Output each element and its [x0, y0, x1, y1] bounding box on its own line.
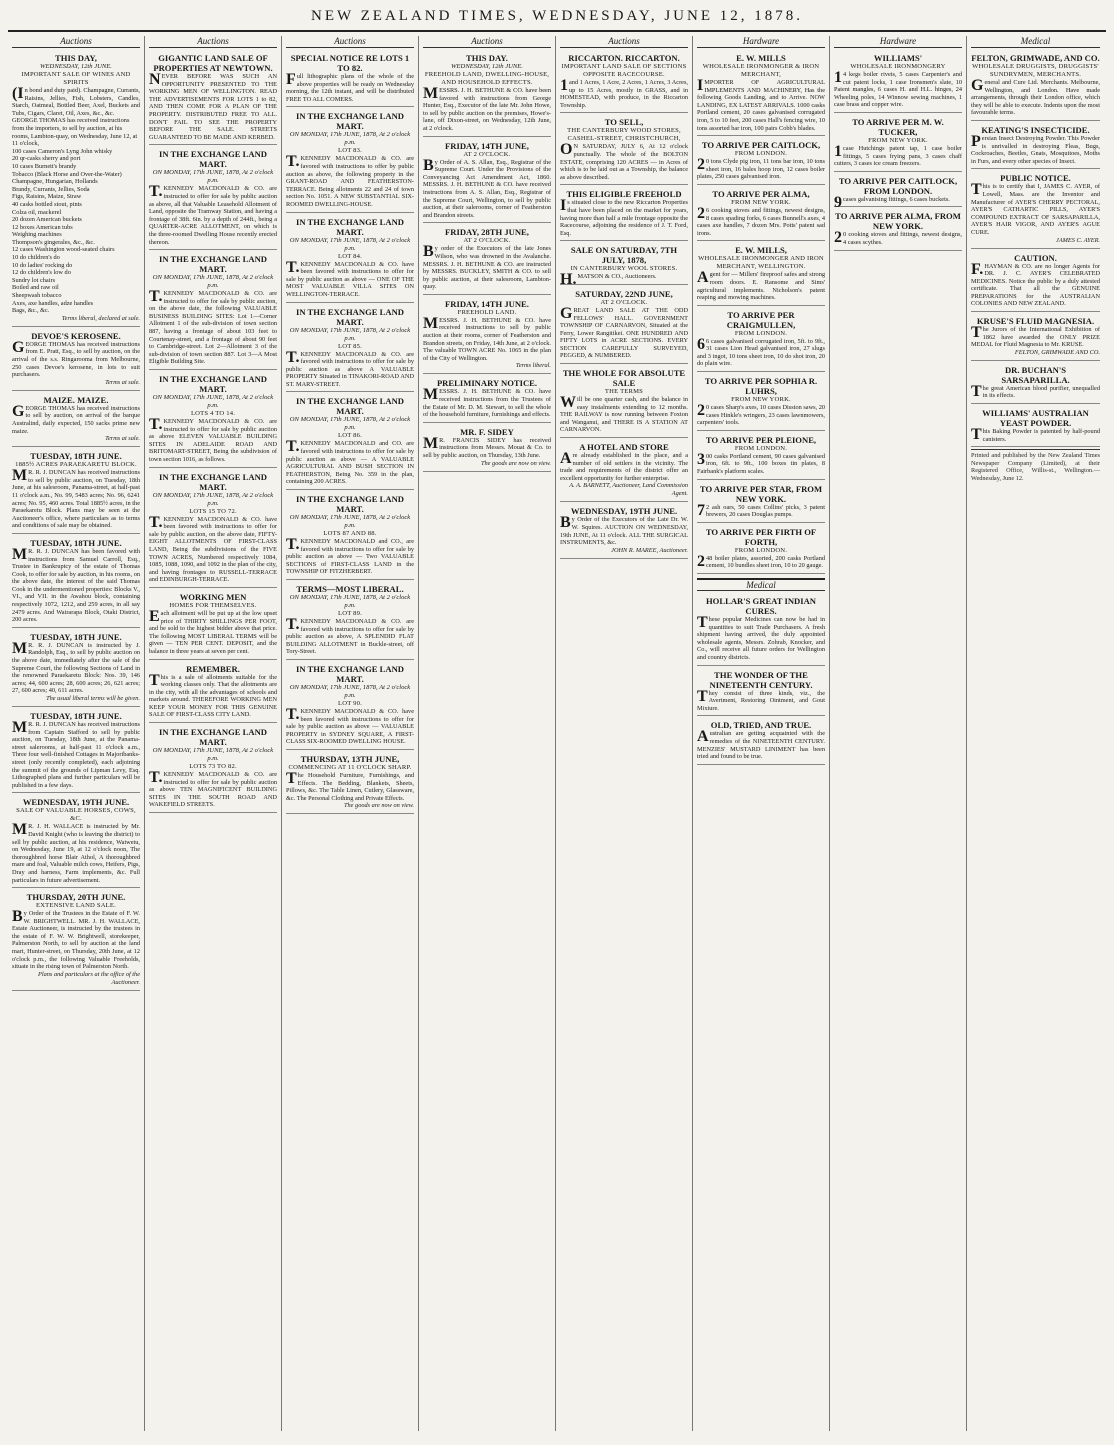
- ad-body: Full lithographic plans of the whole of the above properties will be ready on Wednesday morning, the 12th instant, and will be distributed FREE TO ALL COMERS.: [286, 71, 414, 103]
- ad-subtitle: LOTS 15 TO 72.: [189, 507, 237, 515]
- ad-signature: FELTON, GRIMWADE AND CO.: [1014, 348, 1100, 356]
- ad-title: WORKING MEN: [179, 591, 247, 602]
- ad-list-item: 10 do ladies' rocking do: [12, 261, 73, 269]
- ad-list-item: Axes, axe handles, adze handles: [12, 299, 94, 307]
- advertisement: [286, 662, 414, 750]
- ad-body: IMPORTER OF AGRICULTURAL IMPLEMENTS AND MACHINERY, Has the following Goods Landing, and to Arrive. NOW LANDING, EX LATEST ARRIVALS. 1000 casks Portland cement, 20 cases galvanised corrugated iron, 5 to 10 feet, 200 cases Hall's fencing wire, 10 tons assorted bar iron, 100 pairs Cobb's blades.: [697, 77, 825, 132]
- ad-subtitle: FROM NEW YORK.: [731, 198, 791, 206]
- ad-body: 20 tons Clyde pig iron, 11 tons bar iron, 10 tons sheet iron, 16 bales hoop iron, 12 cases boiler plates, 250 cases galvanised iron.: [697, 156, 825, 181]
- column-header: Auctions: [12, 36, 140, 48]
- advertisement: [286, 582, 414, 660]
- ad-body: The Jurors of the International Exhibition of 1862 have awarded the ONLY PRIZE MEDAL for Fluid Magnesia to Mr. KRUSE.: [971, 324, 1100, 349]
- ad-title: WILLIAMS': [873, 53, 923, 63]
- ad-subtitle: COMMENCING AT 11 O'CLOCK SHARP.: [288, 763, 412, 771]
- ad-body: T.KENNEDY MACDONALD and CO. are favored with instructions to offer for sale by public auction as above — A VALUABLE AGRICULTURAL AND BUSH SECTION IN FEATHERSTON, Being No. 359 in the plan, containing 200 ACRES.: [286, 438, 414, 486]
- ad-body: MR. J. H. WALLACE is instructed by Mr. David Knight (who is leaving the district) to sell by public auction, at his residence, Waiwetu, on Wednesday, June 19, at 12 o'clock noon, The thoroughbred horse Blair Athol, A thoroughbred mare and foal, Valuable milch cows, Heifers, Pigs, Dray and harness, Farm implements, &c. Full particulars in future advertisement.: [12, 821, 140, 884]
- ad-date: ON MONDAY, 17th JUNE, 1878, At 2 o'clock p.m.: [289, 683, 411, 699]
- ad-body: This is a sale of allotments suitable for the working classes only. That the allotments are in the city, with all the advantages of schools and markets around. THEREFORE WORKING MEN KEEP YOUR MONEY FOR THIS GENUINE SALE OF FIRST-CLASS CITY LAND.: [149, 671, 277, 719]
- advertisement: [971, 363, 1100, 404]
- ad-subtitle: WHOLESALE IRONMONGERY: [850, 63, 946, 70]
- ad-title: THE WHOLE FOR ABSOLUTE SALE: [562, 368, 686, 389]
- ad-list-item: Boiled and raw oil: [12, 284, 59, 292]
- ad-title: IN THE EXCHANGE LAND MART.: [296, 111, 404, 132]
- ad-title: HOLLAR'S GREAT INDIAN CURES.: [706, 596, 816, 616]
- ad-title: TO ARRIVE PER PLEIONE,: [705, 434, 817, 445]
- ad-title: IN THE EXCHANGE LAND MART.: [159, 374, 267, 395]
- ad-date: ON MONDAY, 17th JUNE, 1878, At 2 o'clock p.m.: [152, 491, 274, 507]
- ad-title: THE WONDER OF THE NINETEENTH CENTURY.: [709, 669, 813, 690]
- ad-body: T.KENNEDY MACDONALD & CO. are instructed to offer for sale by public auction as above ELEVEN VALUABLE BUILDING SITES IN ADELAIDE ROAD AND BRITOMART-STREET, Being the subdivision of town section 1016, as follows.: [149, 416, 277, 463]
- ad-subtitle: IN CANTERBURY WOOL STORES.: [570, 265, 678, 273]
- advertisement: [560, 243, 688, 289]
- ad-list-item: Sheepwash tobacco: [12, 292, 62, 300]
- ad-title: DR. BUCHAN'S SARSAPARILLA.: [1001, 364, 1070, 385]
- advertisement: [286, 215, 414, 303]
- ad-title: RICCARTON. RICCARTON.: [568, 53, 680, 63]
- ad-subtitle: 1885½ ACRES PARAEKARETU BLOCK.: [15, 461, 137, 469]
- ad-title: CAUTION.: [1014, 252, 1057, 263]
- ad-signature: Plans and particulars at the office of the Auctioneer.: [38, 970, 140, 986]
- ad-body: GEORGE THOMAS has received instructions from E. Pratt, Esq., to sell by auction, on the arrival of the s.s. Ringarooma from Melbourne, 250 cases Devoe's kerosene, in lots to suit purchasers.: [12, 338, 140, 379]
- ad-list-item: 10 do children's do: [12, 254, 60, 262]
- ad-subtitle: IMPORTANT SALE OF WINES AND SPIRITS: [21, 71, 131, 86]
- column-header: Medical: [971, 36, 1100, 48]
- ad-body: 1and 1 Acres, 1 Acre, 2 Acres, 1 Acres, 3 Acres, up to 15 Acres, mostly in GRASS, and in HOMESTEAD, with produce, in the Riccarton Township.: [560, 77, 688, 109]
- ad-body: By Order of the Trustees in the Estate of F. W. W. BRIGHTWELL. MR. J. H. WALLACE, Estate Auctioneer, is instructed by the trustees in the estate of F. W. W. Brightwell, storekeeper, Palmerston North, to sell by auction at the land mart, Hunter-street, on Thursday, 20th June, at 12 o'clock p.m., the following Valuable Freeholds, situate in the rising town of Palmerston North.: [12, 908, 140, 971]
- ad-title: IN THE EXCHANGE LAND MART.: [296, 663, 404, 684]
- ad-title: OLD, TRIED, AND TRUE.: [710, 720, 812, 731]
- ad-title: TO ARRIVE PER CRAIGMULLEN,: [726, 309, 796, 330]
- ad-subtitle: FROM NEW YORK.: [731, 396, 791, 404]
- ad-title: THIS DAY,: [55, 53, 97, 63]
- ad-subtitle: WHOLESALE IRONMONGER & IRON MERCHANT,: [702, 63, 820, 78]
- ad-body: Will be one quarter cash, and the balance in easy instalments extending to 12 months. THE RAILWAY is now running between Foxton and Wanganui, and THERE IS A STATION AT CARNARVON.: [560, 394, 688, 434]
- advertisement: [149, 725, 277, 813]
- advertisement: [149, 252, 277, 370]
- advertisement: [149, 662, 277, 724]
- ad-body: MESSRS. J. H. BETHUNE & CO. have received instructions to sell by public auction at their rooms, corner of Featherston and Brandon streets, on Friday, 14th June, at 2 o'clock. The valuable TOWN ACRE No. 1065 in the plan of the City of Wellington.: [423, 314, 551, 362]
- ad-signature: Terms at sale.: [105, 378, 140, 386]
- ad-body: ON SATURDAY, JULY 6, At 12 o'clock punctually. The whole of the BOLTON ESTATE, comprising 120 ACRES — in Acres of which is to be laid out as a Township, the balance as above described.: [560, 141, 688, 181]
- ad-date: ON MONDAY, 17th JUNE, 1878, At 2 o'clock p.m.: [152, 747, 274, 763]
- ad-body: T.KENNEDY MACDONALD & CO. are instructed to offer for sale by public auction as above TEN MAGNIFICENT BUILDING SITES IN THE SOUTH ROAD AND WAKEFIELD STREETS.: [149, 769, 277, 809]
- ad-subtitle: THE TERMS: [604, 388, 644, 396]
- ad-title: THIS ELIGIBLE FREEHOLD: [566, 189, 682, 200]
- ad-title: THIS DAY.: [466, 53, 508, 63]
- ad-title: TUESDAY, 18TH JUNE.: [30, 451, 122, 462]
- ad-title: WILLIAMS' AUSTRALIAN YEAST POWDER.: [982, 408, 1089, 429]
- column-header: Auctions: [423, 36, 551, 48]
- ad-title: WEDNESDAY, 19TH JUNE.: [570, 506, 678, 517]
- ad-list-item: Bags, &c., &c.: [12, 307, 50, 315]
- columns-container: [8, 36, 1106, 1431]
- ad-subtitle: HOMES FOR THEMSELVES.: [169, 601, 257, 609]
- ad-title: FELTON, GRIMWADE, AND CO.: [971, 53, 1100, 63]
- advertisement: [149, 147, 277, 250]
- ad-title: WEDNESDAY, 19TH JUNE.: [22, 797, 130, 808]
- advertisement: [697, 594, 825, 666]
- advertisement: [560, 504, 688, 558]
- ad-subtitle: LOTS 73 TO 82.: [189, 763, 237, 771]
- column-2: [145, 36, 282, 1431]
- ad-title: E. W. MILLS,: [735, 245, 787, 256]
- ad-body: Australian are getting acquainted with the remedies of the NINETEENTH CENTURY. MENZIES' MUSTARD LINIMENT has been tried and found to be true.: [697, 728, 825, 761]
- ad-body: General and Cure Ltd. Merchants. Melbourne, Wellington, and London. Have made arrangements, through their London office, which they will be able to execute. Indents upon the most favourable terms.: [971, 77, 1100, 117]
- ad-body: These popular Medicines can now be had in quantities to suit Trade Purchasers. A fresh shipment having arrived, the duly appointed wholesale agents, Messrs. Zohrab, Knocker, and Co., will receive all future orders for Wellington and country districts.: [697, 614, 825, 661]
- ad-list-item: Weighing machines: [12, 231, 62, 239]
- ad-body: MR. R. J. DUNCAN has received instructions from Captain Stafford to sell by public auction, on Tuesday, 18th June, at the Panama-street salerooms, at half-past 11 o'clock a.m., Three four well-finished Cottages in Majoribanks-street (only recently completed), each adjoining the summit of the grounds of Lipman Levy, Esq. Lithographed plans and further particulars will be published in a few days.: [12, 719, 140, 789]
- advertisement: [12, 449, 140, 534]
- imprint-footer: Printed and published by the New Zealand Times Newspaper Company (Limited), at their Registered Office, Willis-st., Wellington.—Wednesday, June 12.: [971, 449, 1100, 482]
- ad-list-item: Brandy, Currants, Jellies, Soda: [12, 185, 90, 193]
- column-7: [830, 36, 967, 1431]
- ad-title: PRELIMINARY NOTICE.: [436, 378, 538, 389]
- ad-title: DEVOE'S KEROSENE.: [31, 330, 121, 341]
- ad-list-item: 100 cases Cameron's Lyng John whisky: [12, 147, 113, 155]
- ad-body: F.HAYMAN & CO. are no longer Agents for DR. J. C. AYER'S CELEBRATED MEDICINES. Notice the public by a duly attested certificate. That all the GENUINE PREPARATIONS for the AUSTRALIAN COLONIES AND NEW ZEALAND.: [971, 260, 1100, 308]
- ad-body: T.KENNEDY MACDONALD & CO. are favored with instructions to offer for sale by public auction as above, A SPLENDID FLAT BUILDING ALLOTMENT in Buckle-street, off Tory-Street.: [286, 616, 414, 656]
- ad-body: 72 ash oars, 50 cases Collins' picks, 3 patent brewers, 20 cases Douglas pumps.: [697, 501, 825, 519]
- advertisement: [286, 305, 414, 393]
- ad-title: TO ARRIVE PER FIRTH OF FORTH,: [705, 526, 817, 547]
- ad-list-item: Thompson's gingerales, &c., &c.: [12, 238, 95, 246]
- ad-list-item: Tobacco (Black Horse and Over-the-Water): [12, 170, 122, 178]
- ad-title: SATURDAY, 22ND JUNE,: [575, 288, 673, 299]
- advertisement: [697, 51, 825, 136]
- ad-body: NEVER BEFORE WAS SUCH AN OPPORTUNITY PRESENTED TO THE WORKING MEN OF WELLINGTON. READ THE ADVERTISEMENTS FOR LOTS 1 to 82, AND THEN COME FOR A PLAN OF THE PROPERTY. DISTRIBUTED FREE TO ALL. DON'T FAIL TO SEE THE PROPERTY BEFORE THE SALE. STREETS GUARANTEED TO BE MADE AND KERBED.: [149, 71, 277, 141]
- advertisement: [560, 187, 688, 241]
- ad-list-item: Sundry lot chairs: [12, 276, 56, 284]
- ad-signature: JAMES C. AYER.: [1056, 236, 1100, 244]
- ad-list-item: Champagne, Hungarian, Hollands: [12, 178, 98, 186]
- ad-subtitle: LOT 89.: [338, 610, 362, 617]
- ad-body: 1case Hutchings patent tap, 1 case boiler fittings, 5 cases frying pans, 3 cases chaff cutters, 3 cases ice cream freezers.: [834, 142, 962, 168]
- advertisement: [560, 51, 688, 113]
- advertisement: [697, 525, 825, 574]
- advertisement: [697, 243, 825, 305]
- column-1: [8, 36, 145, 1431]
- ad-subtitle: IMPORTANT LAND SALE OF SECTIONS OPPOSITE RACECOURSE.: [561, 63, 687, 78]
- advertisement: [12, 630, 140, 707]
- advertisement: [12, 393, 140, 447]
- ad-title: GIGANTIC LAND SALE OF PROPERTIES AT NEWTOWN.: [153, 53, 273, 73]
- advertisement: [560, 440, 688, 502]
- ad-title: E. W. MILLS: [736, 53, 786, 63]
- ad-title: IN THE EXCHANGE LAND MART.: [159, 471, 267, 492]
- ad-body: By Order of A. S. Allan, Esq., Registrar of the Supreme Court. Under the Provisions of the Conveyancing Act Amendment Act, 1860. MESSRS. J. H. BETHUNE & CO. have received instructions from A. S. Allan, Esq., Registrar of the Supreme Court, Wellington, to sell by public auction, at their salerooms, corner of Featherston and Brandon streets.: [423, 156, 551, 219]
- ad-item-list: [12, 117, 140, 314]
- ad-signature: A. A. BARNETT, Auctioneer, Land Commission Agent.: [569, 482, 688, 498]
- ad-list-item: 12 boxes American tubs: [12, 223, 73, 231]
- ad-body: 26 cooking stoves and fittings, newest designs, 8 cases spading forks, 6 cases Bunnell's axes, 4 cases axe handles, 7 dozen Mrs. Potts' patent sad irons.: [697, 204, 826, 237]
- ad-title: TO SELL,: [604, 117, 644, 128]
- ad-title: TO ARRIVE PER CAITLOCK, FROM LONDON.: [838, 175, 958, 196]
- ad-date: ON MONDAY, 17th JUNE, 1878, At 2 o'clock p.m.: [152, 394, 274, 410]
- advertisement: [560, 115, 688, 185]
- ad-date: ON MONDAY, 17th JUNE, 1878, At 2 o'clock p.m.: [289, 416, 411, 432]
- ad-list-item: Figs, Raisins, Maize, Straw: [12, 193, 82, 201]
- ad-title: REMEMBER.: [186, 663, 240, 674]
- section-header-medical: Medical: [697, 578, 825, 591]
- ad-signature: Terms at sale.: [105, 435, 140, 443]
- ad-body: T.KENNEDY MACDONALD & CO. are instructed to offer for sale by public auction, on the above date, the following VALUABLE BUSINESS BUILDING SITES: Lot 1—Corner Allotment 1 of the sub-division of town section 887, having a frontage of about 103 feet to Courtenay-street, and a frontage of about 90 feet to Cambridge-street. Lot 2—Allotment 3 of the sub-division of town section 887. Lot 3—A Most Eligible Building Site.: [149, 288, 277, 366]
- advertisement: [834, 209, 962, 250]
- advertisement: [149, 470, 277, 588]
- ad-subtitle: WHOLESALE IRONMONGER AND IRON MERCHANT, WELLINGTON.: [698, 255, 824, 271]
- ad-title: TO ARRIVE PER ALMA, FROM NEW YORK.: [835, 211, 961, 232]
- ad-list-item: 20 qr-casks sherry and port: [12, 155, 81, 163]
- ad-body: Each allotment will be put up at the low upset price of THIRTY SHILLINGS PER FOOT, and be sold to the highest bidder above that price. The following MOST LIBERAL TERMS will be given — TEN PER CENT. DEPOSIT, and the balance in three years at seven per cent.: [149, 607, 277, 655]
- ad-title: IN THE EXCHANGE LAND MART.: [296, 396, 404, 417]
- ad-date: ON MONDAY, 17th JUNE, 1878, At 2 o'clock p.m.: [289, 514, 411, 530]
- ad-body: This is to certify that I, JAMES C. AYER, of Lowell, Mass. are the Inventor and Manufacturer of AYER'S CHERRY PECTORAL, AYER'S CATHARTIC PILLS, AYER'S COMPOUND EXTRACT OF SARSAPARILLA, AYER'S HAIR VIGOR, AND AYER'S AGUE CURE.: [971, 181, 1100, 236]
- ad-body: MR. R. J. DUNCAN has been favored with instructions from Samuel Carroll, Esq., Trustee in Bankruptcy of the estate of Thomas Cook, to offer for sale by auction, in his rooms, on the above date, the interest of the said Thomas Cook in the undermentioned properties: Blocks V., VI., and VII. in the Awahou block, containing respectively 1072, 1212, and 259 acres, in all say 2479 acres. And Wairarapa Block, Otaki District, 200 acres.: [12, 545, 140, 624]
- ad-title: SPECIAL NOTICE RE LOTS 1 TO 82.: [290, 53, 410, 73]
- ad-body: T.KENNEDY MACDONALD and CO., are favored with instructions to offer for sale by public auction as above — Two VALUABLE SECTIONS of FIRST-CLASS LAND in the TOWNSHIP OF FITZHERBERT.: [286, 536, 414, 576]
- ad-subtitle: FROM LONDON.: [734, 150, 788, 158]
- ad-subtitle: EXTENSIVE LAND SALE.: [35, 902, 116, 910]
- ad-subtitle: SALE OF VALUABLE HORSES, COWS, &C.: [16, 807, 136, 823]
- advertisement: [423, 139, 551, 224]
- ad-body: 20 cases Sharp's axes, 10 cases Disston saws, 20 cases Hinkle's wringers, 23 cases lawnmowers, carpenters' tools.: [697, 402, 826, 427]
- ad-title: THURSDAY, 20TH JUNE.: [26, 892, 126, 903]
- advertisement: [423, 225, 551, 295]
- ad-body: H.MATSON & CO., Auctioneers.: [560, 271, 657, 289]
- ad-date: WEDNESDAY, 12th JUNE.: [451, 63, 523, 70]
- ad-title: MAIZE. MAIZE.: [43, 394, 109, 405]
- advertisement: [286, 492, 414, 580]
- ad-body: Is situated close to the new Riccarton Properties that have been placed on the market for years, having more than half a mile frontage opposite the Racecourse, adjoining the residence of J. T. Ford, Esq.: [560, 197, 688, 237]
- advertisement: [149, 372, 277, 468]
- ad-subtitle: AT 2 O'CLOCK.: [600, 298, 648, 306]
- ad-subtitle: LOT 90.: [338, 699, 362, 707]
- advertisement: [12, 890, 140, 991]
- ad-subtitle: FROM LONDON.: [734, 329, 788, 337]
- ad-date: ON MONDAY, 17th JUNE, 1878, At 2 o'clock p.m.: [152, 274, 274, 290]
- ad-title: IN THE EXCHANGE LAND MART.: [159, 727, 267, 748]
- ad-subtitle: LOT 83.: [338, 147, 362, 155]
- ad-list-item: 12 do children's low do: [12, 269, 71, 277]
- ad-signature: Terms liberal.: [515, 362, 551, 370]
- column-3: [282, 36, 419, 1431]
- ad-list-item: 12 cases Washington wood-seated chairs: [12, 246, 115, 254]
- ad-body: MR. FRANCIS SIDEY has received instructions from Messrs. Mouat & Co. to sell by public auction, on Thursday, 13th June.: [423, 434, 551, 459]
- ad-title: TO ARRIVE PER STAR, FROM NEW YORK.: [699, 483, 823, 504]
- advertisement: [697, 138, 825, 185]
- advertisement: [697, 718, 825, 764]
- ad-subtitle: THE CANTERBURY WOOD STORES, CASHEL-STREET, CHRISTCHURCH,: [567, 127, 681, 143]
- ad-body: 248 boiler plates, assorted, 200 casks Portland cement, 10 bundles sheet iron, 10 to 20 gauge.: [697, 552, 825, 570]
- ad-title: TUESDAY, 18TH JUNE.: [30, 537, 122, 548]
- ad-list-item: 20 dozen American buckets: [12, 216, 82, 224]
- advertisement: [971, 314, 1100, 361]
- column-header: Auctions: [149, 36, 277, 48]
- ad-subtitle: LOT 85.: [338, 342, 362, 350]
- advertisement: [423, 425, 551, 472]
- advertisement: [286, 752, 414, 814]
- ad-signature: The usual liberal terms will be given.: [46, 695, 140, 702]
- ad-title: IN THE EXCHANGE LAND MART.: [159, 254, 267, 275]
- ad-title: TUESDAY, 18TH JUNE.: [30, 631, 122, 642]
- ad-title: A HOTEL AND STORE: [579, 442, 669, 453]
- masthead: NEW ZEALAND TIMES, WEDNESDAY, JUNE 12, 1878.: [8, 6, 1106, 32]
- advertisement: [423, 376, 551, 422]
- ad-body: This Baking Powder is patented by half-pound canisters.: [971, 426, 1100, 444]
- advertisement: [971, 251, 1100, 313]
- advertisement: [834, 174, 962, 211]
- ad-title: TO ARRIVE PER CAITLOCK,: [701, 140, 821, 151]
- advertisement: [12, 329, 140, 391]
- ad-subtitle: LOTS 4 TO 14.: [190, 410, 236, 418]
- ad-signature: Terms liberal, declared at sale.: [61, 314, 140, 322]
- ad-signature: The goods are now on view.: [344, 802, 414, 810]
- ad-body: GEORGE THOMAS has received instructions to sell by auction, on arrival of the barque Australind, daily expected, 150 sacks prime new maize.: [12, 402, 140, 435]
- column-6: [693, 36, 830, 1431]
- advertisement: [560, 366, 688, 438]
- advertisement: [286, 109, 414, 212]
- ad-title: THURSDAY, 13TH JUNE,: [300, 753, 400, 764]
- advertisement: [971, 171, 1100, 248]
- advertisement: [286, 394, 414, 490]
- column-header: Auctions: [560, 36, 688, 48]
- ad-body: They consist of three kinds, viz., the Avertment, Restoring Ointment, and Gout Mixture.: [697, 687, 825, 712]
- ad-title: FRIDAY, 14TH JUNE,: [445, 140, 529, 151]
- column-4: [419, 36, 556, 1431]
- ad-list-item: Colza oil, mackerel: [12, 208, 62, 216]
- ad-list-item: 40 casks bottled stout, pints: [12, 200, 82, 208]
- ad-signature: JOHN R. MAREE, Auctioneer.: [611, 546, 688, 554]
- ad-body: T.KENNEDY MACDONALD & CO. have been favored with instructions to offer for sale by public auction, on the above date, FIFTY-EIGHT ALLOTMENTS OF FIRST-CLASS LAND, Being the subdivisions of the FIVE TOWN ACRES, Numbered respectively 1084, 1085, 1088, 1090, and 1092 in the plan of the city, and having frontages to RUSSELL-TERRACE and EDINBURGH-TERRACE.: [149, 513, 277, 584]
- advertisement: [971, 406, 1100, 447]
- advertisement: [697, 482, 825, 523]
- ad-list-item: 10 cases Burnett's brandy: [12, 162, 77, 170]
- advertisement: [971, 51, 1100, 121]
- ad-title: IN THE EXCHANGE LAND MART.: [296, 306, 404, 327]
- ad-subtitle: LOT 84.: [338, 252, 362, 260]
- ad-subtitle: FROM LONDON.: [734, 546, 788, 554]
- ad-title: TO ARRIVE PER M. W. TUCKER,: [852, 116, 944, 137]
- ad-title: PUBLIC NOTICE.: [1000, 173, 1071, 184]
- ad-body: T.KENNEDY MACDONALD & CO. have been favored with instructions to offer for sale by public auction as above — VALUABLE PROPERTY in SYDNEY SQUARE, A FIRST-CLASS SIX-ROOMED DWELLING HOUSE.: [286, 705, 414, 746]
- ad-subtitle: FROM NEW YORK.: [868, 136, 928, 144]
- ad-title: FRIDAY, 14TH JUNE.: [445, 298, 529, 309]
- advertisement: [971, 123, 1100, 169]
- ad-body: By Order of the Executors of the Late Dr. W. W. Squires. AUCTION ON WEDNESDAY, 19th JUNE, At 11 o'clock. ALL THE SURGICAL INSTRUMENTS, &c.: [560, 514, 688, 547]
- ad-title: MR. F. SIDEY: [460, 426, 514, 437]
- advertisement: [697, 668, 825, 717]
- ad-body: 20 cooking stoves and fittings, newest designs, 4 cases scythes.: [834, 229, 962, 247]
- ad-body: Are already established in the place, and a number of old settlers in the vicinity. The trade and requirements of the district offer an excellent opportunity for further enterprise.: [560, 450, 688, 482]
- ad-body: The Household Furniture, Furnishings, and Effects. The Bedding, Blankets, Sheets, Pillows, &c. The Table Linen, Cutlery, Glassware, &c. The Personal Clothing and Private Effects.: [286, 769, 414, 802]
- ad-body: T.KENNEDY MACDONALD & CO. are favored with instructions to offer by public auction as above, the following property in the GRANT-ROAD AND FEATHERSTON-TERRACE. Being allotments 22 and 24 of town section No. 1051. A NEW SUBSTANTIAL SIX-ROOMED DWELLING-HOUSE.: [286, 153, 414, 208]
- ad-title: SALE ON SATURDAY, 7TH JULY, 1878,: [570, 245, 678, 266]
- ad-body: MESSRS. J. H. BETHUNE & CO. have been favored with instructions from George Hunter, Esq., Executor of the late Mr. John Howe, to sell by public auction on the premises, Howe's-lane, off Dixon-street, on Wednesday, 12th June, at 2 o'clock.: [423, 85, 551, 132]
- ad-subtitle: LOTS 87 AND 88.: [323, 530, 377, 538]
- column-header: Hardware: [697, 36, 825, 48]
- ad-body: 14 kegs boiler rivets, 5 cases Carpenter's and cut patent locks, 1 case Ironsmen's slate, 10 Patent mangles, 6 cases H. and H.L. hinges, 24 Wheeling poles, 14 Winnow sewing machines, 1 case brass and copper wire.: [834, 69, 962, 109]
- advertisement: [286, 51, 414, 107]
- ad-body: MR. R. J. DUNCAN is instructed by J. Randolph, Esq., to sell by public auction on the above date, immediately after the sale of the Supreme Court, the following Sections of Land in the renowned Paraekaretu Block: Nos. 39, 146 acres; 44, 600 acres; 28, 600 acres; 26, 621 acres; 27, 600 acres; 40, 611 acres.: [12, 639, 140, 695]
- ad-date: WEDNESDAY, 12th JUNE.: [40, 63, 112, 70]
- ad-subtitle: FREEHOLD LAND, DWELLING-HOUSE, AND HOUSEHOLD EFFECTS.: [424, 71, 550, 86]
- advertisement: [834, 115, 962, 172]
- ad-body: 9cases galvanising fittings, 6 cases buckets.: [834, 193, 950, 211]
- column-8: [967, 36, 1104, 1431]
- ad-title: TUESDAY, 18TH JUNE.: [30, 711, 122, 721]
- ad-subtitle: AT 2 O'CLOCK.: [463, 150, 511, 158]
- column-header: Hardware: [834, 36, 962, 48]
- ad-title: TO ARRIVE PER SOPHIA R. LUHRS,: [704, 376, 818, 397]
- ad-body: Persian Insect Destroying Powder. This Powder is unrivalled in destroying Fleas, Bugs, Cockroaches, Beetles, Gnats, Mosquitoes, Moths in Furs, and every other species of Insect.: [971, 132, 1100, 165]
- ad-date: ON MONDAY, 17th JUNE, 1878, At 2 o'clock p.m.: [289, 594, 411, 609]
- ad-body: GREAT LAND SALE AT THE ODD FELLOWS' HALL. GOVERNMENT TOWNSHIP OF CARNARVON, Situated at the Ferry, Lower Rangitikei. ONE HUNDRED AND FIFTY LOTS in ACRE SECTIONS. EVERY SECTION CAREFULLY SURVEYED, PEGGED, & NUMBERED.: [560, 304, 688, 360]
- ad-date: ON MONDAY, 17th JUNE, 1878, At 2 o'clock p.m.: [152, 169, 274, 185]
- advertisement: [697, 308, 825, 372]
- advertisement: [149, 51, 277, 145]
- advertisement: [423, 297, 551, 375]
- ad-body: Agent for — Millers' fireproof safes and strong room doors. E. Ransome and Sims' agricultural implements. Nicholson's patent reaping and mowing machines.: [697, 269, 825, 302]
- ad-date: ON MONDAY, 17th JUNE, 1878, At 2 o'clock p.m.: [289, 236, 411, 252]
- advertisement: [12, 795, 140, 888]
- advertisement: [697, 187, 825, 241]
- advertisement: [423, 51, 551, 137]
- ad-subtitle: WHOLESALE DRUGGISTS, DRUGGISTS' SUNDRYMEN, MERCHANTS.: [972, 63, 1099, 78]
- advertisement: [149, 590, 277, 660]
- ad-title: IN THE EXCHANGE LAND MART.: [159, 149, 267, 170]
- advertisement: [12, 536, 140, 628]
- advertisement: [697, 433, 825, 480]
- ad-title: IN THE EXCHANGE LAND MART.: [296, 494, 404, 515]
- ad-subtitle: AT 2 O'CLOCK.: [463, 237, 511, 245]
- ad-body: The great American blood purifier, unequalled in its effects.: [971, 382, 1100, 400]
- ad-subtitle: FROM LONDON.: [734, 444, 788, 452]
- ad-date: ON MONDAY, 17th JUNE, 1878, At 2 o'clock p.m.: [289, 131, 411, 147]
- ad-body: 300 casks Portland cement, 90 cases galvanised iron, 6ft. to 9ft., 100 boxes tin plates, 8 Fairbank's platform scales.: [697, 450, 825, 476]
- advertisement: [12, 709, 140, 793]
- ad-body: By order of the Executors of the late Jones Wilson, who was drowned in the Avalanche. MESSRS. J. H. BETHUNE & CO. are instructed by MESSRS. BUCKLEY, SMITH & CO. to sell by public auction, at their salesroom, Lambton-quay.: [423, 243, 551, 291]
- advertisement: [834, 51, 962, 113]
- ad-title: IN THE EXCHANGE LAND MART.: [296, 216, 404, 237]
- ad-title: FRIDAY, 28TH JUNE,: [445, 227, 529, 238]
- column-5: [556, 36, 693, 1431]
- ad-body: T.KENNEDY MACDONALD & CO. have been favored with instructions to offer for sale by public auction as above — ONE OF THE MOST VALUABLE VILLA SITES ON WELLINGTON-TERRACE.: [286, 258, 414, 298]
- ad-body: T.KENNEDY MACDONALD & CO. are instructed to offer for sale by public auction as above, all that Valuable Leasehold Allotment of Land, opposite the Tramway Station, and having a frontage of 38ft. 6in. by a depth of 244ft., being a QUARTER-ACRE ALLOTMENT, on which is the three-roomed Dwelling House recently erected thereon.: [149, 183, 277, 246]
- ad-title: KRUSE'S FLUID MAGNESIA.: [976, 316, 1095, 327]
- ad-list-item: GEORGE THOMAS has received instructions from the importers, to sell by auction, at his rooms, Lambton-quay, on Wednesday, June 12, at 11 o'clock,: [12, 117, 138, 148]
- ad-signature: The goods are now on view.: [481, 459, 551, 467]
- advertisement: [697, 374, 825, 431]
- ad-body: (In bond and duty paid). Champagne, Currants, Raisins, Jellies, Fish, Lobsters, Candles, Starch, Oatmeal, Bottled Beer, Axel, Buckets and Tubs, Cigars, Claret, Oil, Axes, &c., &c.: [12, 85, 140, 117]
- ad-body: 66 cases galvanised corrugated iron, 5ft. to 9ft., 31 cases Lion Head galvanised iron, 27 slugs and 3 ingot, 10 tons sheet iron, 10 do shot iron, 20 do plain wire.: [697, 335, 825, 368]
- advertisement: [12, 51, 140, 327]
- ad-title: TERMS—MOST LIBERAL.: [296, 584, 404, 594]
- ad-subtitle: FREEHOLD LAND.: [457, 308, 517, 316]
- ad-body: MR. R. J. DUNCAN has received instructions to sell by public auction, on Tuesday, 18th June, at his salesroom, Panama-street, at half-past 11 o'clock a.m., No. 99, 5483 acres; No. 96, 6241 acres; No. 95, 460 acres. Total 1885½ acres, in the Paraekaretu Block. Plans may be seen at the Auctioneer's office, where particulars as to terms and conditions of sale may be obtained.: [12, 467, 140, 530]
- advertisement: [560, 287, 688, 364]
- column-header: Auctions: [286, 36, 414, 48]
- ad-title: KEATING'S INSECTICIDE.: [981, 124, 1090, 135]
- ad-body: T.KENNEDY MACDONALD & CO. are favored with instructions to offer for sale by public auction as above A VALUABLE PROPERTY Situated in TINAKORI-ROAD AND ST. MARY-STREET.: [286, 348, 414, 388]
- ad-title: TO ARRIVE PER ALMA,: [712, 188, 810, 199]
- ad-body: MESSRS. J. H. BETHUNE & CO. have received instructions from the Trustees of the Estate of Mr. D. M. Stewart, to sell the whole of the household furniture, furnishings and effects.: [423, 386, 551, 419]
- ad-subtitle: LOT 86.: [338, 432, 362, 440]
- ad-date: ON MONDAY, 17th JUNE, 1878, At 2 o'clock p.m.: [289, 326, 411, 342]
